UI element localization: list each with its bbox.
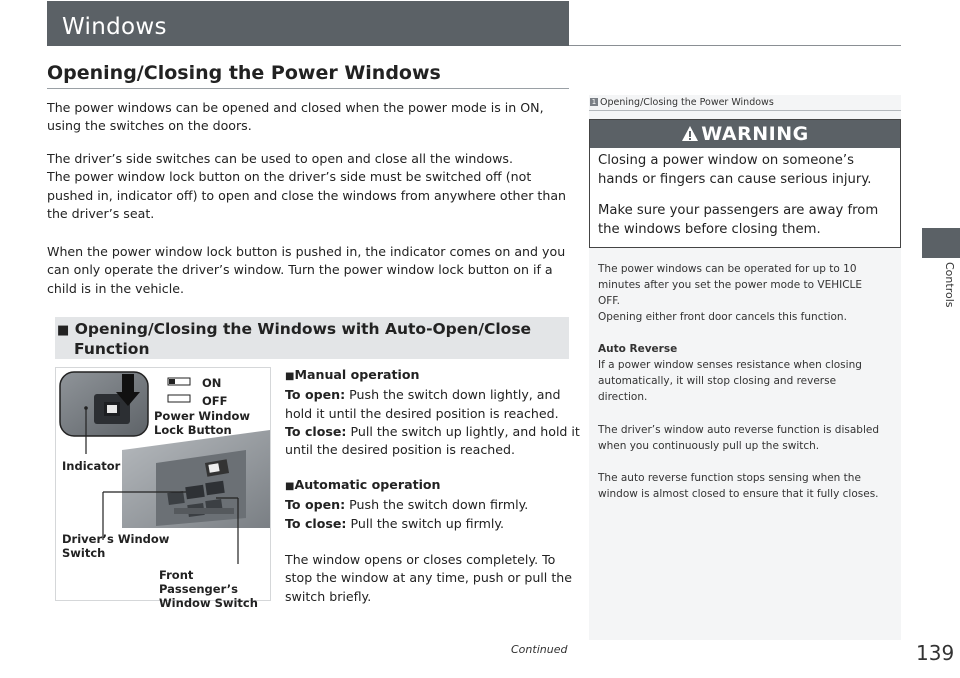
text-line: minutes after you set the power mode to VEHICLE <box>598 278 863 291</box>
text-line: hands or fingers can cause serious injury. <box>598 172 872 187</box>
text-line: The power window lock button on the driver’s side must be switched off (not <box>47 169 532 185</box>
section-rule <box>47 88 569 89</box>
label-line: Switch <box>62 546 106 560</box>
note-paragraph-4 <box>598 471 879 503</box>
label-indicator: Indicator <box>62 459 121 473</box>
text-line: The driver’s window auto reverse function is disabled <box>598 424 879 436</box>
auto-close-line <box>285 515 528 533</box>
label-line: Power Window <box>154 409 250 423</box>
heading-text: Automatic operation <box>294 477 441 492</box>
door-panel-drawing <box>56 368 270 600</box>
label-driver-switch <box>62 532 169 560</box>
subsection-title <box>57 320 557 359</box>
label-off: OFF <box>202 394 228 408</box>
label-on: ON <box>202 376 222 390</box>
automatic-operation-block <box>285 476 528 533</box>
text-line: The auto reverse function stops sensing when the <box>598 472 861 484</box>
text-line: Opening either front door cancels this function. <box>598 310 847 323</box>
subsection-title-line: Opening/Closing the Windows with Auto-Open/Close <box>74 320 532 338</box>
reference-icon: 1 <box>591 98 597 106</box>
warning-header <box>590 120 900 148</box>
text-line: switch briefly. <box>285 588 372 604</box>
text-line: OFF. <box>598 294 620 307</box>
text-span: Pull the switch up firmly. <box>346 515 505 531</box>
warning-text <box>598 151 878 239</box>
label-line: Front Passenger’s <box>159 568 238 596</box>
heading-text: Manual operation <box>294 367 420 382</box>
manual-operation-block <box>285 366 580 459</box>
manual-operation-heading <box>285 366 580 386</box>
label-line: Lock Button <box>154 423 232 437</box>
text-line: The power windows can be opened and closed when the power mode is in ON, <box>47 100 544 115</box>
bullet-icon: ■ <box>285 371 295 382</box>
operation-final-paragraph <box>285 551 572 606</box>
header-rule <box>569 45 901 46</box>
note-paragraph-3 <box>598 423 879 455</box>
open-label: To open: <box>285 497 346 513</box>
chapter-title: Windows <box>62 14 167 40</box>
text-line: the windows before closing them. <box>598 222 821 237</box>
close-label: To close: <box>285 423 347 439</box>
note-heading <box>590 97 774 108</box>
text-line: The driver’s side switches can be used to open and close all the windows. <box>47 151 513 166</box>
label-lock-button <box>154 409 250 437</box>
note-heading-text: Opening/Closing the Power Windows <box>600 97 774 108</box>
note-paragraph-1 <box>598 262 862 326</box>
text-line: Make sure your passengers are away from <box>598 203 879 218</box>
intro-paragraph-3 <box>47 243 565 298</box>
text-line: using the switches on the doors. <box>47 118 252 134</box>
manual-close-line <box>285 423 580 441</box>
label-line: Driver’s Window <box>62 532 170 546</box>
text-line: stop the window at any time, push or pull the <box>285 570 572 586</box>
text-span: Push the switch down lightly, and <box>345 387 561 403</box>
text-line: When the power window lock button is pushed in, the indicator comes on and you <box>47 244 566 259</box>
bullet-icon: ■ <box>57 323 70 338</box>
text-line: hold it until the desired position is reached. <box>285 405 559 421</box>
window-switch-illustration <box>55 367 271 610</box>
text-line: window is almost closed to ensure that it fully closes. <box>598 487 879 500</box>
warning-title: WARNING <box>701 123 809 145</box>
open-label: To open: <box>285 387 346 403</box>
intro-paragraph-1 <box>47 99 544 136</box>
auto-open-line <box>285 496 528 514</box>
bullet-icon: ■ <box>285 481 295 492</box>
text-line: when you continuously pull up the switch. <box>598 439 820 452</box>
text-span: Push the switch down firmly. <box>345 497 529 513</box>
side-tab <box>922 228 960 258</box>
continued-label: Continued <box>511 643 568 656</box>
manual-open-line <box>285 386 580 404</box>
label-passenger-switch <box>159 568 270 610</box>
text-line: can only operate the driver’s window. Turn the power window lock button on if a <box>47 262 553 278</box>
label-line: Window Switch <box>159 596 258 610</box>
text-line: Closing a power window on someone’s <box>598 153 854 168</box>
auto-reverse-heading: Auto Reverse <box>598 343 678 355</box>
text-line: child is in the vehicle. <box>47 280 184 296</box>
text-line: The power windows can be operated for up to 10 <box>598 263 857 275</box>
text-line: If a power window senses resistance when closing <box>598 358 862 371</box>
text-line: pushed in, indicator off) to open and close the windows from anywhere other than <box>47 187 567 203</box>
note-rule <box>589 110 901 111</box>
section-title: Opening/Closing the Power Windows <box>47 62 441 84</box>
close-label: To close: <box>285 515 347 531</box>
automatic-operation-heading <box>285 476 528 496</box>
intro-paragraph-2 <box>47 150 566 223</box>
text-line: the driver’s seat. <box>47 205 155 221</box>
page-number: 139 <box>916 641 955 665</box>
text-line: direction. <box>598 390 648 403</box>
text-line: automatically, it will stop closing and reverse <box>598 374 837 387</box>
note-paragraph-2 <box>598 342 862 406</box>
text-line: The window opens or closes completely. To <box>285 552 556 567</box>
side-tab-label: Controls <box>943 262 956 308</box>
text-line: until the desired position is reached. <box>285 442 515 458</box>
warning-triangle-icon <box>681 125 699 142</box>
subsection-title-line: Function <box>74 340 150 358</box>
text-span: Pull the switch up lightly, and hold it <box>346 423 580 439</box>
